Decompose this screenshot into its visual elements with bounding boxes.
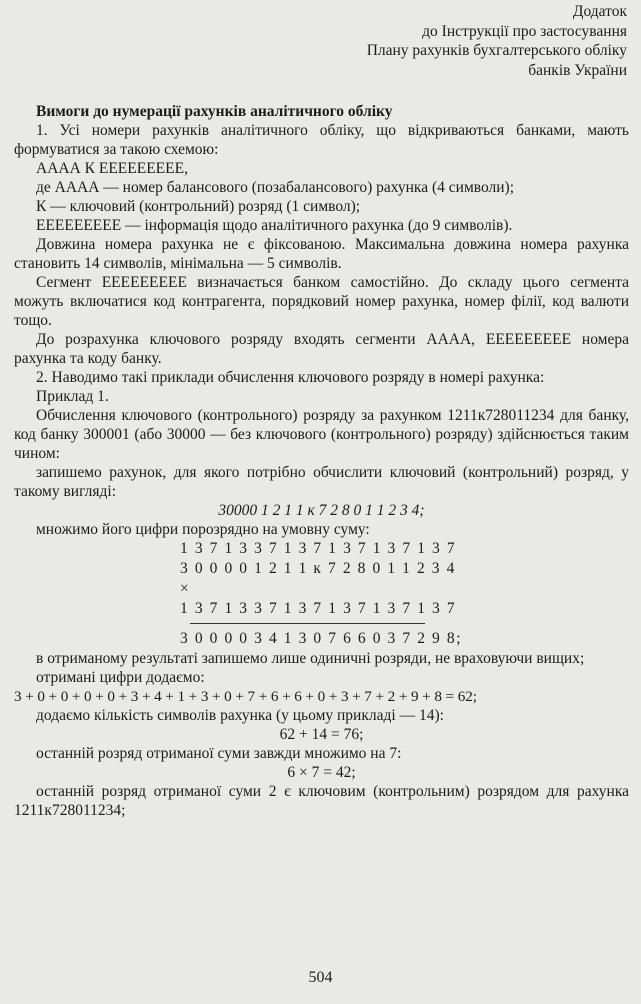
appendix-header — [14, 2, 629, 80]
header-line: до Інструкції про застосування — [422, 22, 627, 40]
paragraph-2: 2. Наводимо такі приклади обчислення ключового розряду в номері рахунка: — [36, 369, 545, 386]
digit-sum: 3 + 0 + 0 + 0 + 0 + 3 + 4 + 1 + 3 + 0 + 7 + 6 + 6 + 0 + 3 + 7 + 2 + 9 + 8 = 62; — [14, 688, 477, 705]
add-count-text: додаємо кількість символів рахунка (у цьому прикладі — 14): — [36, 707, 444, 724]
header-line: банків України — [528, 61, 627, 79]
definition-aaaa: де АААА — номер балансового (позабалансового) рахунка (4 символи); — [36, 179, 515, 196]
example-description: Обчислення ключового (контрольного) розряду за рахунком 1211к728011234 для банку, код банку 300001 (або 30000 — без ключового (контрольного) розряду) здійснюється таким чином: — [14, 407, 629, 462]
header-line: Плану рахунків бухгалтерського обліку — [366, 42, 627, 59]
page-number: 504 — [308, 969, 333, 986]
units-text: в отриманому результаті запишемо лише одиничні розряди, не враховуючи вищих; — [36, 650, 585, 667]
numbering-scheme: АААА К ЕЕЕЕЕЕЕЕЕ, — [36, 160, 188, 177]
paragraph-length: Довжина номера рахунка не є фіксованою. Максимальна довжина номера рахунка становить 14 символів, мінімальна — 5 символів. — [14, 236, 629, 272]
multiply-by-seven: 6 × 7 = 42; — [287, 764, 356, 781]
product-row: 3 0 0 0 0 3 4 1 3 0 7 6 6 0 3 7 2 9 8; — [180, 630, 463, 647]
example-heading: Приклад 1. — [36, 388, 109, 405]
account-form: 30000 1 2 1 1 к 7 2 8 0 1 1 2 3 4; — [218, 502, 425, 519]
definition-e: ЕЕЕЕЕЕЕЕЕ — інформація щодо аналітичного рахунка (до 9 символів). — [36, 217, 513, 234]
header-line: Додаток — [572, 3, 627, 20]
paragraph-calc: До розрахунка ключового розряду входять сегменти АААА, ЕЕЕЕЕЕЕЕЕ номера рахунка та коду банку. — [14, 331, 629, 367]
weights-row-1: 1 3 7 1 3 3 7 1 3 7 1 3 7 1 3 7 1 3 7 — [180, 540, 457, 557]
weights-row-2: 1 3 7 1 3 3 7 1 3 7 1 3 7 1 3 7 1 3 7 — [180, 600, 457, 617]
add-text: отримані цифри додаємо: — [36, 669, 205, 686]
digits-row: 3 0 0 0 0 1 2 1 1 к 7 2 8 0 1 1 2 3 4 — [180, 560, 456, 577]
result-text: останній розряд отриманої суми 2 є ключовим (контрольним) розрядом для рахунка 1211к728011234; — [14, 783, 629, 819]
write-account-text: запишемо рахунок, для якого потрібно обчислити ключовий (контрольний) розряд, у такому вигляді: — [14, 464, 629, 500]
paragraph-segment: Сегмент ЕЕЕЕЕЕЕЕЕ визначається банком самостійно. До складу цього сегмента можуть включатися код контрагента, порядковий номер рахунка, номер філії, код валюти тощо. — [14, 274, 629, 329]
sum-with-count: 62 + 14 = 76; — [279, 726, 364, 743]
definition-k: К — ключовий (контрольний) розряд (1 символ); — [36, 198, 361, 215]
paragraph-1: 1. Усі номери рахунків аналітичного обліку, що відкриваються банками, мають формуватися за такою схемою: — [14, 122, 629, 158]
multiplication-rule — [190, 623, 425, 624]
multiply-text: множимо його цифри порозрядно на умовну суму: — [36, 521, 370, 538]
times-sign: × — [180, 580, 191, 597]
section-title: Вимоги до нумерації рахунків аналітичного обліку — [36, 103, 393, 120]
last-digit-text: останній розряд отриманої суми завжди множимо на 7: — [36, 745, 402, 762]
